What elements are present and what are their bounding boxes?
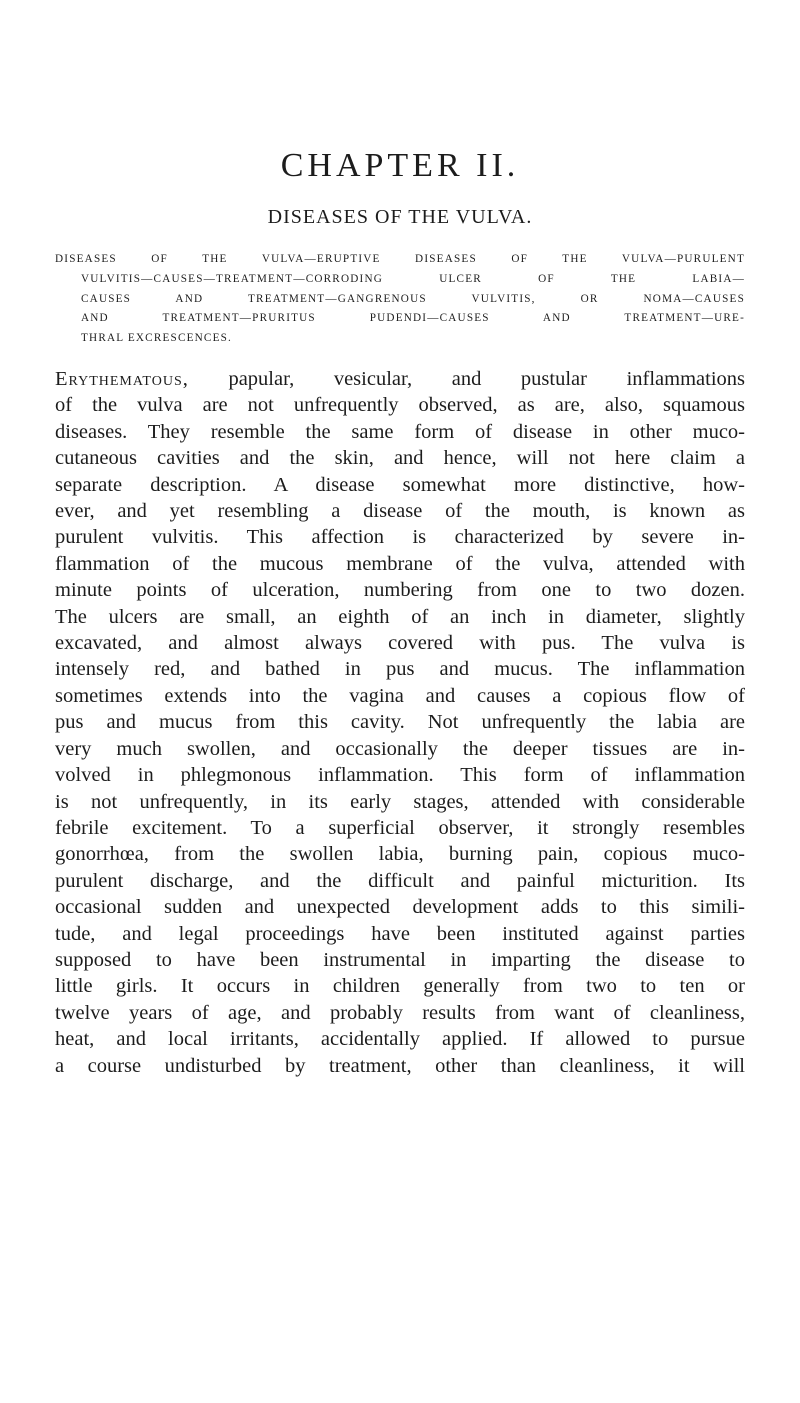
chapter-synopsis [55,250,745,349]
body-line: very much swollen, and occasionally the deeper tissues are in- [55,737,745,760]
body-line: minute points of ulceration, numbering from one to two dozen. [55,579,745,602]
lead-word: Erythematous, [55,368,189,390]
body-line: separate description. A disease somewhat more distinctive, how- [55,473,745,496]
chapter-subtitle: DISEASES OF THE VULVA. [267,206,533,228]
synopsis-line: DISEASES OF THE VULVA—ERUPTIVE DISEASES OF THE VULVA—PURULENT [55,253,745,265]
chapter-title: CHAPTER II. [280,147,520,184]
body-line: flammation of the mucous membrane of the vulva, attended with [55,552,745,575]
body-line: excavated, and almost always covered with pus. The vulva is [55,632,745,655]
body-line: supposed to have been instrumental in imparting the disease to [55,948,745,971]
synopsis-line: THRAL EXCRESCENCES. [81,332,233,345]
body-line: purulent discharge, and the difficult and painful micturition. Its [55,869,745,892]
body-line: occasional sudden and unexpected development adds to this simili- [55,896,745,919]
body-line: The ulcers are small, an eighth of an inch in diameter, slightly [55,605,745,628]
body-line: twelve years of age, and probably results from want of cleanliness, [55,1001,745,1024]
body-line: a course undisturbed by treatment, other than cleanliness, it will [55,1054,745,1077]
body-line: cutaneous cavities and the skin, and hence, will not here claim a [55,447,745,470]
body-line: little girls. It occurs in children generally from two to ten or [55,975,745,998]
body-line: heat, and local irritants, accidentally applied. If allowed to pursue [55,1028,745,1051]
body-line: pus and mucus from this cavity. Not unfrequently the labia are [55,711,745,734]
body-line: intensely red, and bathed in pus and mucus. The inflammation [55,658,745,681]
body-line: is not unfrequently, in its early stages, attended with considerable [55,790,745,813]
body-line: gonorrhœa, from the swollen labia, burning pain, copious muco- [55,843,745,866]
body-line: ever, and yet resembling a disease of the mouth, is known as [55,500,745,523]
synopsis-line: AND TREATMENT—PRURITUS PUDENDI—CAUSES AND TREATMENT—URE- [81,312,745,325]
body-line: volved in phlegmonous inflammation. This form of inflammation [55,764,745,787]
body-line: febrile excitement. To a superficial observer, it strongly resembles [55,816,745,839]
body-line: sometimes extends into the vagina and causes a copious flow of [55,684,745,707]
body-line: purulent vulvitis. This affection is characterized by severe in- [55,526,745,549]
body-first-line [55,366,745,392]
body-paragraph [55,366,745,1079]
synopsis-line: VULVITIS—CAUSES—TREATMENT—CORRODING ULCER OF THE LABIA— [81,272,745,285]
body-line: tude, and legal proceedings have been instituted against parties [55,922,745,945]
body-line: diseases. They resemble the same form of disease in other muco- [55,420,745,443]
body-line: of the vulva are not unfrequently observed, as are, also, squamous [55,394,745,417]
first-line-rest: papular, vesicular, and pustular inflammations [188,368,745,390]
synopsis-line: CAUSES AND TREATMENT—GANGRENOUS VULVITIS, OR NOMA—CAUSES [81,292,745,305]
